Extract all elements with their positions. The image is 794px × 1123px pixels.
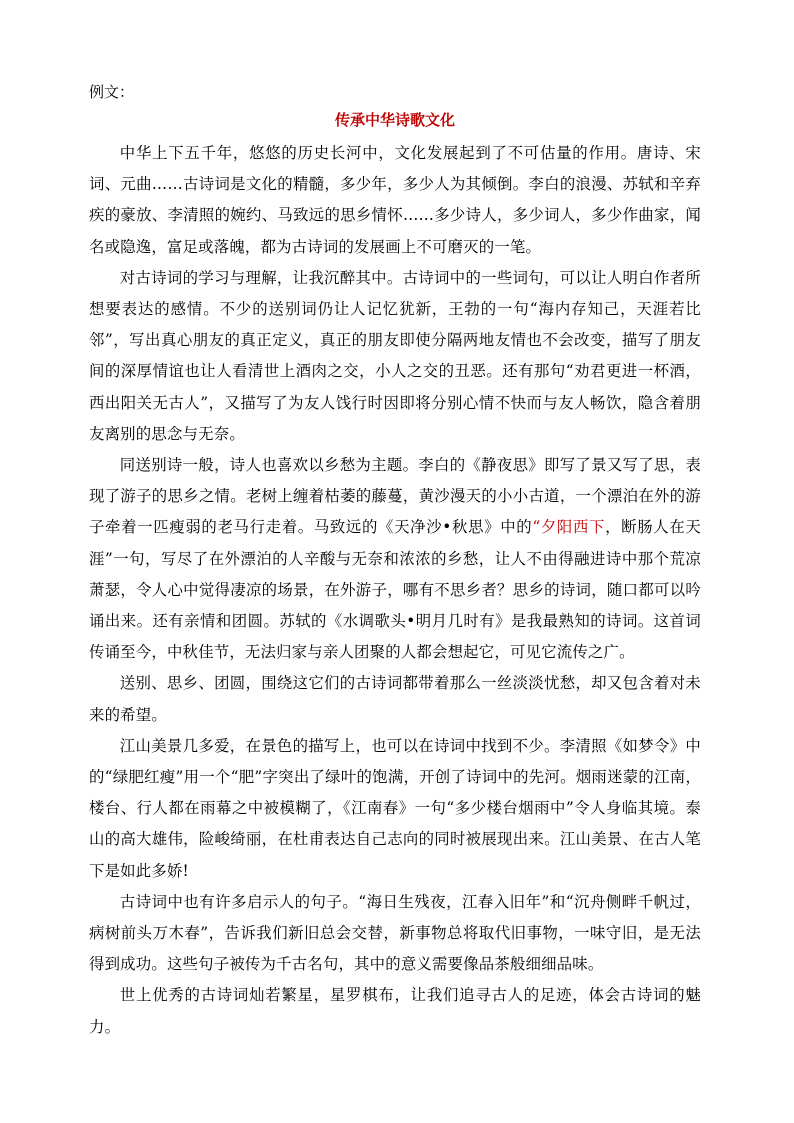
document-page (89, 78, 701, 1043)
paragraph-3-text-before: 同送别诗一般，诗人也喜欢以乡愁为主题。李白的《静夜思》即写了景又写了思，表现了游子的思乡之情。老树上缠着枯萎的藤蔓，黄沙漫天的小小古道，一个漂泊在外的游子牵着一匹瘦弱的老马行走着。马致远的《天净沙•秋思》中的 (89, 456, 701, 537)
example-label: 例文： (89, 83, 135, 101)
paragraph-1: 中华上下五千年，悠悠的历史长河中，文化发展起到了不可估量的作用。唐诗、宋词、元曲……古诗词是文化的精髓，多少年，多少人为其倾倒。李白的浪漫、苏轼和辛弃疾的豪放、李清照的婉约、马致远的思乡情怀……多少诗人，多少词人，多少作曲家，闻名或隐逸，富足或落魄，都为古诗词的发展画上不可磨灭的一笔。 (89, 144, 701, 256)
paragraph-2: 对古诗词的学习与理解，让我沉醉其中。古诗词中的一些词句，可以让人明白作者所想要表达的感情。不少的送别词仍让人记忆犹新，王勃的一句“海内存知己，天涯若比邻”，写出真心朋友的真正定义，真正的朋友即使分隔两地友情也不会改变，描写了朋友间的深厚情谊也让人看清世上酒肉之交，小人之交的丑恶。还有那句“劝君更进一杯酒，西出阳关无古人”，又描写了为友人饯行时因即将分别心情不快而与友人畅饮，隐含着朋友离别的思念与无奈。 (89, 268, 701, 443)
paragraph-3 (89, 450, 701, 668)
paragraph-4: 送别、思乡、团圆，围绕这它们的古诗词都带着那么一丝淡淡忧愁，却又包含着对未来的希望。 (89, 674, 701, 724)
paragraph-6: 古诗词中也有许多启示人的句子。“海日生残夜，江春入旧年”和“沉舟侧畔千帆过，病树前头万木春”，告诉我们新旧总会交替，新事物总将取代旧事物，一味守旧，是无法得到成功。这些句子被传为千古名句，其中的意义需要像品茶般细细品味。 (89, 892, 701, 974)
paragraph-5: 江山美景几多爱，在景色的描写上，也可以在诗词中找到不少。李清照《如梦令》中的“绿肥红瘦”用一个“肥”字突出了绿叶的饱满，开创了诗词中的先河。烟雨迷蒙的江南，楼台、行人都在雨幕之中被模糊了，《江南春》一句“多少楼台烟雨中”令人身临其境。泰山的高大雄伟，险峻绮丽，在杜甫表达自己志向的同时被展现出来。江山美景、在古人笔下是如此多娇! (89, 736, 701, 880)
paragraph-3-text-after: ，断肠人在天涯”一句，写尽了在外漂泊的人辛酸与无奈和浓浓的乡愁，让人不由得融进诗中那个荒凉萧瑟，令人心中觉得凄凉的场景，在外游子，哪有不思乡者？思乡的诗词，随口都可以吟诵出来。还有亲情和团圆。苏轼的《水调歌头•明月几时有》是我最熟知的诗词。这首词传诵至今，中秋佳节，无法归家与亲人团聚的人都会想起它，可见它流传之广。 (89, 518, 701, 662)
paragraph-7: 世上优秀的古诗词灿若繁星，星罗棋布，让我们追寻古人的足迹，体会古诗词的魅力。 (89, 986, 701, 1036)
essay-title: 传承中华诗歌文化 (334, 111, 455, 129)
highlighted-quote: “夕阳西下 (532, 518, 606, 537)
